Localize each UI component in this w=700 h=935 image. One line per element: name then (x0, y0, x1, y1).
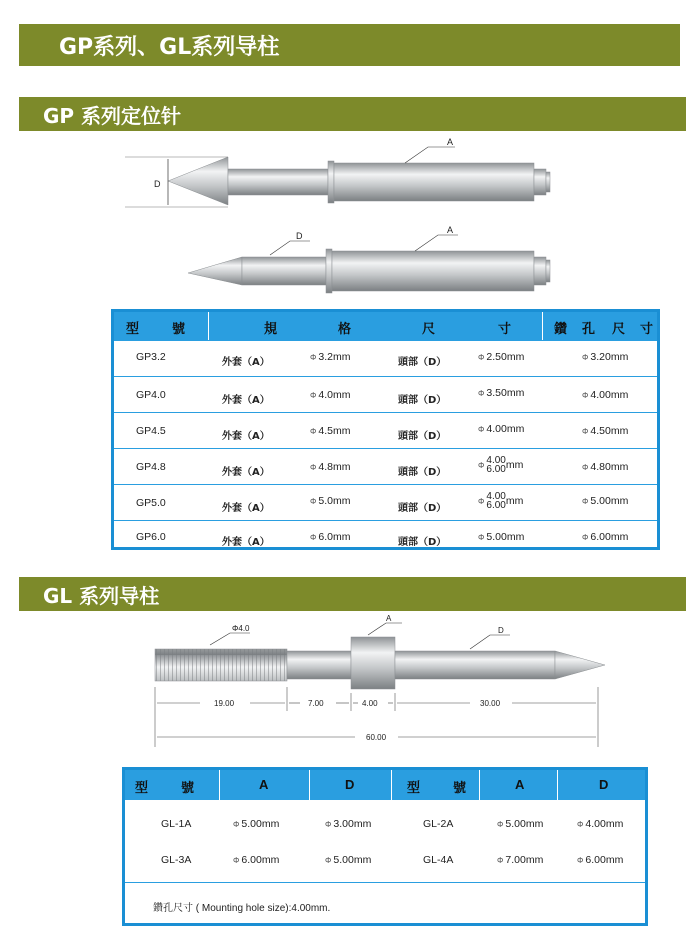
gl-section-banner (19, 577, 686, 611)
gl-thread-label: Φ4.0 (232, 624, 250, 633)
phi-icon: Φ (310, 391, 317, 400)
outer-label: 外套（A） (222, 503, 270, 514)
head-value: Φ 4.00mm (478, 423, 525, 435)
phi-icon: Φ (233, 856, 240, 865)
head-label: 頭部（D） (398, 357, 447, 368)
phi-icon: Φ (577, 820, 584, 829)
phi-icon: Φ (478, 533, 485, 542)
gp-pin-2-d-label: D (296, 231, 303, 241)
phi-icon: Φ (582, 391, 589, 400)
hole-value: Φ 4.50mm (582, 425, 629, 437)
gl-a2-value: Φ 7.00mm (497, 854, 544, 866)
gp-section-title: GP 系列定位针 (43, 103, 182, 128)
gp-header-hole-1: 鑽 (554, 322, 568, 337)
gl-model-2: GL-2A (423, 818, 454, 830)
gp-header-hole-3: 尺 (612, 322, 626, 337)
outer-value: Φ 4.8mm (310, 461, 351, 473)
table-row (114, 376, 657, 413)
gp-model: GP3.2 (136, 351, 166, 363)
gl-header-a: A (259, 777, 269, 792)
gp-table-header (114, 312, 657, 340)
phi-icon: Φ (233, 820, 240, 829)
outer-value: Φ 4.0mm (310, 389, 351, 401)
gl-d-label: D (498, 626, 504, 635)
gp-header-model-1: 型 (126, 322, 140, 337)
phi-icon: Φ (478, 460, 485, 470)
head-label: 頭部（D） (398, 467, 447, 478)
gl-dim-4: 4.00 (362, 699, 378, 708)
phi-icon: Φ (310, 533, 317, 542)
phi-icon: Φ (310, 427, 317, 436)
gl-section-title: GL 系列导柱 (43, 583, 160, 608)
gl-a2-value: Φ 5.00mm (497, 818, 544, 830)
gl-a-label: A (386, 615, 392, 623)
gp-pin-1-a-label: A (447, 137, 454, 147)
phi-icon: Φ (582, 533, 589, 542)
gp-header-spec-1: 規 (264, 322, 278, 337)
gl-note-row (125, 882, 645, 923)
head-value-dual: Φ 4.00 6.00mm (478, 455, 524, 475)
table-row (114, 520, 657, 549)
gp-header-spec-2: 格 (338, 322, 352, 337)
phi-icon: Φ (497, 856, 504, 865)
phi-icon: Φ (478, 353, 485, 362)
gl-d2-value: Φ 6.00mm (577, 854, 624, 866)
gl-dim-60: 60.00 (366, 733, 387, 742)
gp-header-spec-3: 尺 (422, 322, 436, 337)
hole-value: Φ 4.00mm (582, 389, 629, 401)
phi-icon: Φ (478, 389, 485, 398)
gl-table-header (125, 770, 645, 800)
outer-value: Φ 6.0mm (310, 531, 351, 543)
head-value: Φ 3.50mm (478, 387, 525, 399)
gp-header-spec-4: 寸 (498, 322, 512, 337)
gp-header-hole-4: 寸 (640, 322, 654, 337)
gl-header-model-2b: 號 (453, 781, 467, 796)
gl-header-a2: A (515, 777, 525, 792)
head-label: 頭部（D） (398, 395, 447, 406)
phi-icon: Φ (478, 496, 485, 506)
gp-model: GP5.0 (136, 497, 166, 509)
gl-header-d: D (345, 777, 355, 792)
head-label: 頭部（D） (398, 537, 447, 548)
table-row (114, 484, 657, 521)
gp-model: GP4.0 (136, 389, 166, 401)
outer-label: 外套（A） (222, 537, 270, 548)
phi-icon: Φ (310, 353, 317, 362)
outer-label: 外套（A） (222, 357, 270, 368)
gl-post (155, 623, 605, 747)
table-row (114, 340, 657, 377)
hole-value: Φ 4.80mm (582, 461, 629, 473)
gl-table-body (125, 800, 645, 880)
phi-icon: Φ (582, 353, 589, 362)
gp-model: GP4.5 (136, 425, 166, 437)
hole-value: Φ 6.00mm (582, 531, 629, 543)
gp-model: GP4.8 (136, 461, 166, 473)
gl-spec-table (122, 767, 648, 926)
gp-pin-2 (188, 235, 550, 293)
gl-d-value: Φ 5.00mm (325, 854, 372, 866)
gl-model-1: GL-3A (161, 854, 192, 866)
gl-header-model-1b: 號 (181, 781, 195, 796)
head-value: Φ 2.50mm (478, 351, 525, 363)
hole-value: Φ 3.20mm (582, 351, 629, 363)
main-title: GP系列、GL系列导柱 (59, 34, 280, 60)
gl-d-value: Φ 3.00mm (325, 818, 372, 830)
phi-icon: Φ (310, 463, 317, 472)
gp-pin-1-d-label: D (154, 179, 161, 189)
gp-pin-2-a-label: A (447, 225, 454, 235)
gl-header-model-2a: 型 (407, 781, 421, 796)
outer-value: Φ 4.5mm (310, 425, 351, 437)
gp-pin-1 (125, 147, 550, 207)
phi-icon: Φ (325, 856, 332, 865)
gp-header-model-2: 號 (172, 322, 186, 337)
hole-value: Φ 5.00mm (582, 495, 629, 507)
gp-pin-diagram (110, 135, 570, 305)
gl-d2-value: Φ 4.00mm (577, 818, 624, 830)
head-value-dual: Φ 4.00 6.00mm (478, 491, 524, 511)
phi-icon: Φ (310, 497, 317, 506)
outer-label: 外套（A） (222, 395, 270, 406)
gl-dim-19: 19.00 (214, 699, 235, 708)
gl-model-1: GL-1A (161, 818, 192, 830)
phi-icon: Φ (478, 425, 485, 434)
outer-label: 外套（A） (222, 431, 270, 442)
gp-section-banner (19, 97, 686, 131)
gp-header-hole-2: 孔 (582, 322, 596, 337)
gl-a-value: Φ 6.00mm (233, 854, 280, 866)
gl-header-d2: D (599, 777, 609, 792)
outer-value: Φ 3.2mm (310, 351, 351, 363)
gl-dim-7: 7.00 (308, 699, 324, 708)
gl-header-model-1a: 型 (135, 781, 149, 796)
head-label: 頭部（D） (398, 503, 447, 514)
main-title-banner (19, 24, 680, 66)
head-value: Φ 5.00mm (478, 531, 525, 543)
phi-icon: Φ (582, 427, 589, 436)
phi-icon: Φ (497, 820, 504, 829)
gl-dim-30: 30.00 (480, 699, 501, 708)
head-label: 頭部（D） (398, 431, 447, 442)
phi-icon: Φ (582, 463, 589, 472)
outer-label: 外套（A） (222, 467, 270, 478)
gp-spec-table (111, 309, 660, 550)
phi-icon: Φ (577, 856, 584, 865)
gl-a-value: Φ 5.00mm (233, 818, 280, 830)
gl-model-2: GL-4A (423, 854, 454, 866)
outer-value: Φ 5.0mm (310, 495, 351, 507)
gp-model: GP6.0 (136, 531, 166, 543)
gl-post-diagram (140, 615, 620, 755)
table-row (114, 448, 657, 485)
mounting-hole-note: 鑽孔尺寸 ( Mounting hole size):4.00mm. (153, 903, 331, 914)
phi-icon: Φ (582, 497, 589, 506)
table-row (114, 412, 657, 449)
phi-icon: Φ (325, 820, 332, 829)
